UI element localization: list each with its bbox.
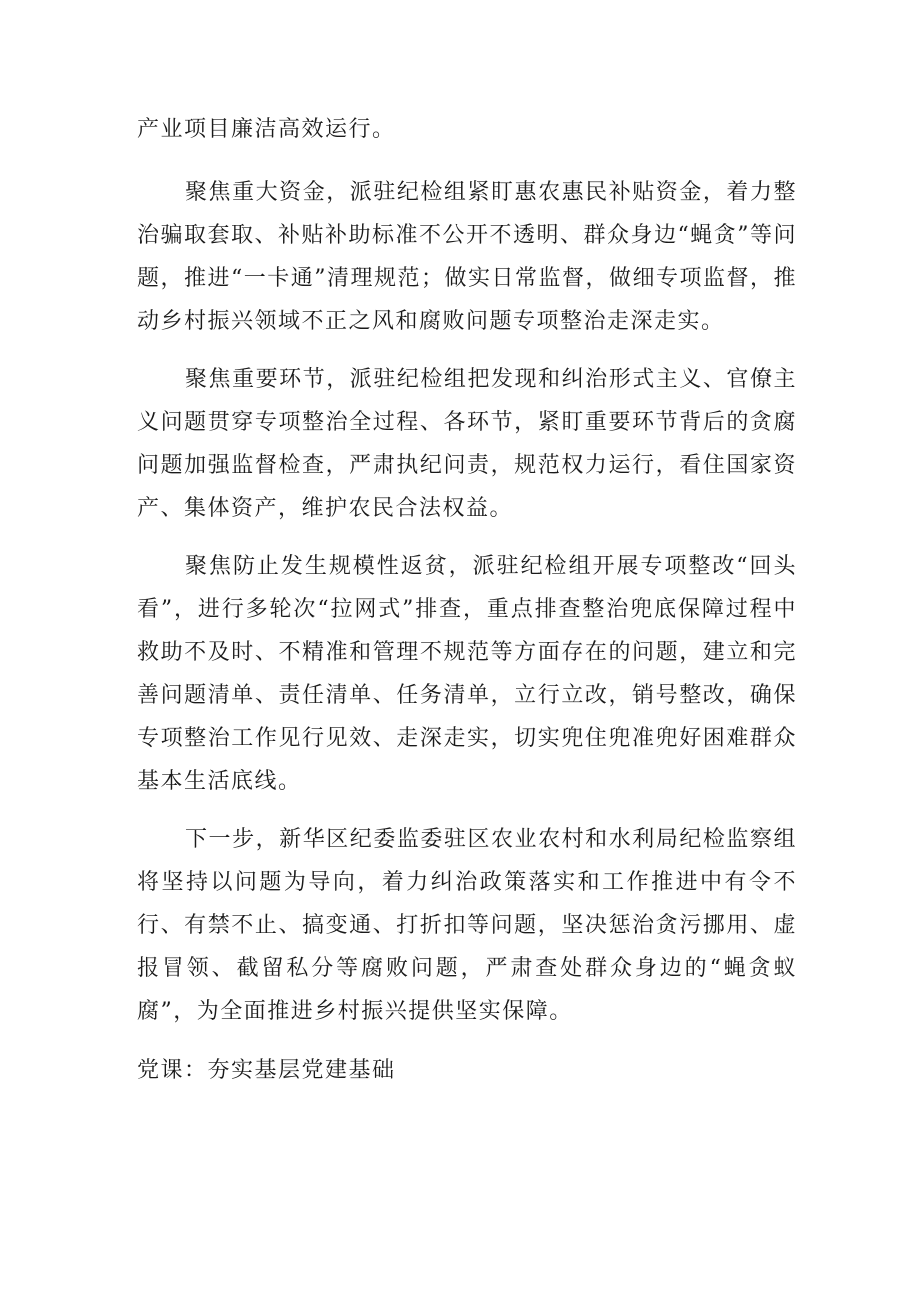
document-body: [137, 108, 797, 1092]
paragraph-prevent-poverty-return: 聚焦防止发生规模性返贫，派驻纪检组开展专项整改“回头看”，进行多轮次“拉网式”排查，重点排查整治兜底保障过程中救助不及时、不精准和管理不规范等方面存在的问题，建立和完善问题清单、责任清单、任务清单，立行立改，销号整改，确保专项整治工作见行见效、走深走实，切实兜住兜准兜好困难群众基本生活底线。: [137, 554, 797, 794]
section-heading: 党课：夯实基层党建基础: [137, 1058, 396, 1083]
paragraph-continuation: 产业项目廉洁高效运行。: [137, 117, 396, 142]
paragraph-next-steps: 下一步，新华区纪委监委驻区农业农村和水利局纪检监察组将坚持以问题为导向，着力纠治政策落实和工作推进中有令不行、有禁不止、搞变通、打折扣等问题，坚决惩治贪污挪用、虚报冒领、截留私分等腐败问题，严肃查处群众身边的“蝇贪蚁腐”，为全面推进乡村振兴提供坚实保障。: [137, 827, 797, 1024]
paragraph-major-funds: 聚焦重大资金，派驻纪检组紧盯惠农惠民补贴资金，着力整治骗取套取、补贴补助标准不公开不透明、群众身边“蝇贪”等问题，推进“一卡通”清理规范；做实日常监督，做细专项监督，推动乡村振兴领域不正之风和腐败问题专项整治走深走实。: [137, 180, 797, 334]
paragraph-key-links: 聚焦重要环节，派驻纪检组把发现和纠治形式主义、官僚主义问题贯穿专项整治全过程、各环节，紧盯重要环节背后的贪腐问题加强监督检查，严肃执纪问责，规范权力运行，看住国家资产、集体资产，维护农民合法权益。: [137, 367, 797, 521]
